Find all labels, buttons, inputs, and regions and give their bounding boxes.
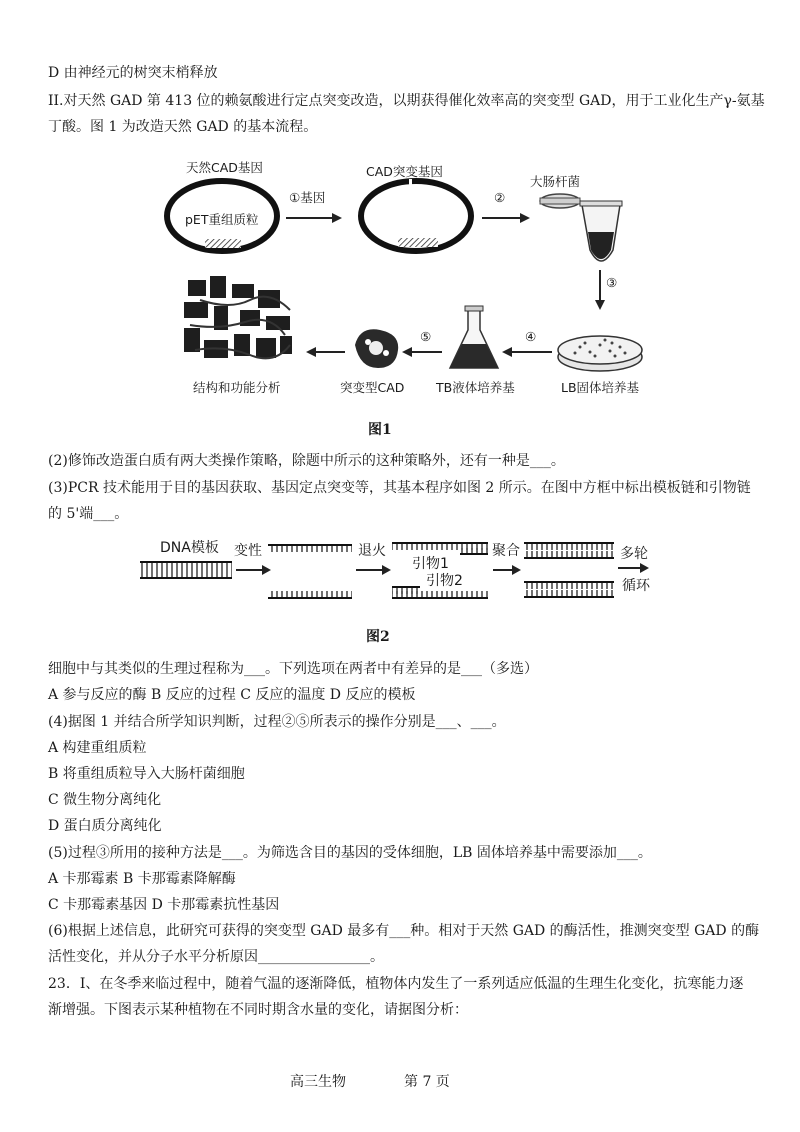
text-line: D 由神经元的树突末梢释放 <box>48 65 218 81</box>
text-line: 23．I、在冬季来临过程中，随着气温的逐渐降低，植物体内发生了一系列适应低温的生理生化变化，抗寒能力逐 <box>48 976 744 992</box>
arrow-extend-head <box>512 565 521 575</box>
label-primer1: 引物1 <box>412 556 449 572</box>
arrow-anneal-head <box>382 565 391 575</box>
label-analysis: 结构和功能分析 <box>193 380 281 395</box>
arrow-denature-head <box>262 565 271 575</box>
label-step1: ①基因 <box>289 190 326 205</box>
label-step2: ② <box>494 190 506 205</box>
text-line: A 卡那霉素 B 卡那霉素降解酶 <box>48 871 236 887</box>
label-primer2: 引物2 <box>426 573 463 589</box>
text-line: II.对天然 GAD 第 413 位的赖氨酸进行定点突变改造，以期获得催化效率高的突变型 GAD，用于工业化生产γ-氨基 <box>48 93 765 109</box>
label-anneal: 退火 <box>358 543 386 559</box>
label-step3: ③ <box>606 275 618 290</box>
text-line: 渐增强。下图表示某种植物在不同时期含水量的变化，请据图分析： <box>48 1002 468 1018</box>
arrow-cycles-head <box>640 563 649 573</box>
label-tb-medium: TB液体培养基 <box>436 380 515 395</box>
text-line: A 构建重组质粒 <box>48 740 147 756</box>
text-line: 丁酸。图 1 为改造天然 GAD 的基本流程。 <box>48 119 318 135</box>
label-step5: ⑤ <box>420 329 432 344</box>
text-line: (6)根据上述信息，此研究可获得的突变型 GAD 最多有___种。相对于天然 GAD 的酶活性，推测突变型 GAD 的酶 <box>48 923 760 939</box>
label-step4: ④ <box>525 329 537 344</box>
text-line: (5)过程③所用的接种方法是___。为筛选含目的基因的受体细胞，LB 固体培养基中需要添加___。 <box>48 845 652 861</box>
text-line: A 参与反应的酶 B 反应的过程 C 反应的温度 D 反应的模板 <box>48 687 416 703</box>
label-ecoli: 大肠杆菌 <box>530 174 581 189</box>
label-native-gene: 天然CAD基因 <box>186 160 263 175</box>
text-line: (2)修饰改造蛋白质有两大类操作策略，除题中所示的这种策略外，还有一种是___。 <box>48 453 565 469</box>
label-lb-medium: LB固体培养基 <box>561 380 640 395</box>
text-line: 的 5'端___。 <box>48 506 129 522</box>
dna-separated <box>268 545 352 598</box>
text-line: (4)据图 1 并结合所学知识判断，过程②⑤所表示的操作分别是___、___。 <box>48 714 506 730</box>
label-mutant-gene: CAD突变基因 <box>366 164 443 179</box>
footer-page-number: 第 7 页 <box>404 1074 450 1090</box>
label-mutant-cad: 突变型CAD <box>340 380 405 395</box>
label-cycles-2: 循环 <box>622 578 650 594</box>
text-line: (3)PCR 技术能用于目的基因获取、基因定点突变等，其基本程序如图 2 所示。在图中方框中标出模板链和引物链 <box>48 480 751 496</box>
footer-subject: 高三生物 <box>290 1074 346 1090</box>
text-line: C 卡那霉素基因 D 卡那霉素抗性基因 <box>48 897 280 913</box>
label-denature: 变性 <box>234 543 262 559</box>
text-line: 细胞中与其类似的生理过程称为___。下列选项在两者中有差异的是___（多选） <box>48 661 538 677</box>
dna-extended <box>524 543 614 597</box>
text-line: 活性变化，并从分子水平分析原因________________。 <box>48 949 384 965</box>
text-line: D 蛋白质分离纯化 <box>48 818 162 834</box>
label-plasmid: pET重组质粒 <box>185 212 259 227</box>
label-dna-template: DNA模板 <box>160 540 219 556</box>
figure-2-caption: 图2 <box>366 629 390 645</box>
text-line: B 将重组质粒导入大肠杆菌细胞 <box>48 766 245 782</box>
label-extend: 聚合 <box>492 543 520 559</box>
dna-template <box>140 562 232 578</box>
label-cycles-1: 多轮 <box>620 546 648 562</box>
figure-1-caption: 图1 <box>368 422 392 438</box>
text-line: C 微生物分离纯化 <box>48 792 162 808</box>
